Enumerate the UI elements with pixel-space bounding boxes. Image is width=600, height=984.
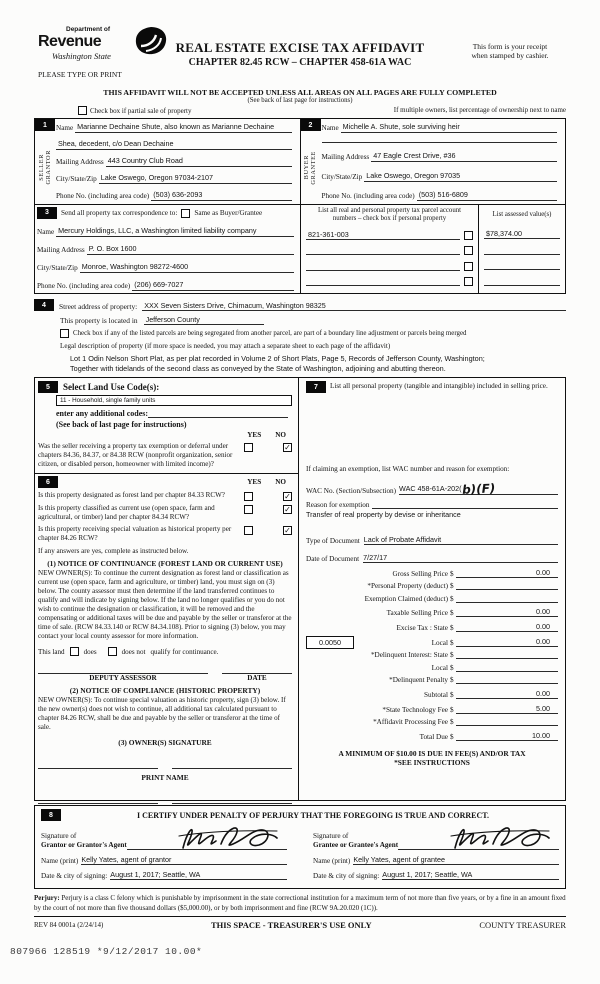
land-use-code-select[interactable]: 11 - Household, single family units <box>56 395 292 406</box>
deputy-date-line[interactable] <box>222 666 292 674</box>
grantee-sig-label-2: Grantee or Grantee's Agent <box>313 841 399 849</box>
fee-row-exemption: Exemption Claimed (deduct) $ <box>306 595 558 603</box>
q6a-no-checkbox[interactable]: ✓ <box>284 491 291 501</box>
grantee-date-field[interactable]: August 1, 2017; Seattle, WA <box>382 870 559 880</box>
buyer-side-label: BUYER <box>303 155 310 180</box>
buyer-csz-label: City/State/Zip <box>321 172 363 181</box>
section-3-number: 3 <box>37 207 57 219</box>
doc-type-label: Type of Document <box>306 537 360 545</box>
grantor-date-label: Date & city of signing: <box>41 872 108 880</box>
reason-label: Reason for exemption <box>306 501 370 509</box>
parcel-personal-checkbox-3[interactable] <box>464 262 473 271</box>
seller-name-field[interactable]: Marianne Dechaine Shute, also known as Marianne Dechaine <box>75 122 291 133</box>
receipt-note: This form is your receipt when stamped by cashier. <box>471 42 549 60</box>
parcel-field-2[interactable] <box>306 246 460 255</box>
corr-address-field[interactable]: P. O. Box 1600 <box>87 244 294 255</box>
fee-row-delinq-interest-state: *Delinquent Interest: State $ <box>306 651 558 659</box>
seller-name-field-2[interactable]: Shea, decedent, c/o Dean Dechaine <box>56 139 292 150</box>
treasurer-space-label: THIS SPACE - TREASURER'S USE ONLY <box>210 920 372 930</box>
affidavit-processing-fee-field[interactable] <box>456 725 558 726</box>
buyer-section <box>300 119 566 204</box>
assessed-value-field-4[interactable] <box>484 277 560 286</box>
q5-yes-checkbox[interactable] <box>244 443 253 452</box>
date-label: DATE <box>247 674 267 682</box>
q5-no-checkbox[interactable]: ✓ <box>284 442 291 452</box>
doc-date-field[interactable]: 7/27/17 <box>363 553 558 563</box>
legal-description-label: Legal description of property (if more space is needed, you may attach a separate sheet to each page of the affidavit) <box>60 342 391 350</box>
wac-handwritten: b)(F) <box>461 481 496 497</box>
fee-row-local: 0.0050 Local $ 0.00 <box>306 637 558 647</box>
does-checkbox[interactable] <box>70 647 79 656</box>
property-section <box>34 294 566 377</box>
q6c-no-checkbox[interactable]: ✓ <box>284 525 291 535</box>
seller-csz-label: City/State/Zip <box>56 175 97 183</box>
q6c-yes-checkbox[interactable] <box>244 526 253 535</box>
buyer-phone-field[interactable]: (503) 516-6809 <box>417 190 557 201</box>
wac-field[interactable]: WAC 458-61A-202(b)(F) <box>399 480 558 495</box>
seller-address-field[interactable]: 443 Country Club Road <box>106 156 292 167</box>
buyer-address-field[interactable]: 47 Eagle Crest Drive, #36 <box>371 151 557 162</box>
dor-swirl-icon <box>134 26 168 56</box>
assessed-value-field-2[interactable] <box>484 246 560 255</box>
q6b-yes-checkbox[interactable] <box>244 505 253 514</box>
exemption-note: If claiming an exemption, list WAC number and reason for exemption: <box>306 465 510 473</box>
seller-side-label: SELLER <box>37 154 45 181</box>
section-5-number: 5 <box>38 381 58 393</box>
grantor-sig-label-1: Signature of <box>41 832 77 840</box>
notice-compliance-body: NEW OWNER(S): To continue special valuation as historic property, sign (3) below. If the new owner(s) does not wish to continue, all additional tax calculated pursuant to chapter 84.26 RCW, shall be due and payable by the seller or transferor at the time of sale. <box>38 696 286 731</box>
section-1-number: 1 <box>35 119 55 131</box>
seller-name-label: Name <box>56 124 74 132</box>
deputy-assessor-label: DEPUTY ASSESSOR <box>89 674 157 682</box>
excise-state-field[interactable]: 0.00 <box>456 622 558 632</box>
logo-dept-text: Department of <box>66 26 111 33</box>
parcel-field-3[interactable] <box>306 262 460 271</box>
county-field[interactable]: Jefferson County <box>144 315 264 325</box>
assessed-value-header: List assessed value(s) <box>492 211 552 218</box>
parcel-personal-checkbox-2[interactable] <box>464 246 473 255</box>
fee-row-taxable: Taxable Selling Price $ 0.00 <box>306 607 558 617</box>
same-as-buyer-checkbox[interactable] <box>181 209 190 218</box>
does-not-label: does not <box>121 647 146 656</box>
dor-logo <box>38 26 178 61</box>
if-yes-note: If any answers are yes, complete as instructed below. <box>38 547 189 555</box>
certification-section <box>34 805 566 889</box>
parcel-personal-checkbox-4[interactable] <box>464 277 473 286</box>
fee-row-subtotal: Subtotal $ 0.00 <box>306 689 558 699</box>
grantor-name-print-label: Name (print) <box>41 857 79 865</box>
grantee-sig-label-1: Signature of <box>313 832 349 840</box>
left-column <box>35 378 299 800</box>
cashier-stamp: 807966 128519 *9/12/2017 10.00* <box>10 946 203 957</box>
q6a-yes-checkbox[interactable] <box>244 492 253 501</box>
no-header-5: NO <box>275 431 286 439</box>
no-header-6: NO <box>275 478 286 486</box>
parcel-field-4[interactable] <box>306 277 460 286</box>
grantor-side-label: GRANTOR <box>44 150 52 185</box>
fee-row-tech-fee: *State Technology Fee $ 5.00 <box>306 704 558 714</box>
delinquent-penalty-field[interactable] <box>456 683 558 684</box>
grantee-side-label: GRANTEE <box>310 150 317 185</box>
multiple-owners-note: If multiple owners, list percentage of ownership next to name <box>393 106 566 114</box>
grantor-date-field[interactable]: August 1, 2017; Seattle, WA <box>110 870 287 880</box>
buyer-name-label: Name <box>321 124 339 132</box>
logo-state-text: Washington State <box>52 51 111 61</box>
send-correspondence-label: Send all property tax correspondence to: <box>61 209 178 217</box>
wac-label: WAC No. (Section/Subsection) <box>306 487 397 495</box>
state-technology-fee-field[interactable]: 5.00 <box>456 704 558 714</box>
fee-row-delinq-interest-local: Local $ <box>306 664 558 672</box>
street-address-label: Street address of property: <box>59 302 138 311</box>
fee-row-gross: Gross Selling Price $ 0.00 <box>306 568 558 578</box>
additional-codes-label: enter any additional codes: <box>56 409 149 418</box>
section-6-number: 6 <box>38 476 58 488</box>
same-as-buyer-label: Same as Buyer/Grantee <box>194 209 263 217</box>
form-header <box>34 24 566 86</box>
parcel-header: List all real and personal property tax parcel account numbers – check box if personal property <box>317 207 462 222</box>
corr-phone-label: Phone No. (including area code) <box>37 282 131 290</box>
corr-name-label: Name <box>37 228 55 236</box>
exemption-question: Was the seller receiving a property tax exemption or deferral under chapters 84.36, 84.37, or 84.38 RCW (nonprofit organization, senior citizen, or disabled person, homeowner with limited income)? <box>38 442 233 468</box>
buyer-address-label: Mailing Address <box>321 153 370 161</box>
local-rate-box[interactable]: 0.0050 <box>306 636 354 649</box>
buyer-csz-field[interactable]: Lake Oswego, Oregon 97035 <box>364 171 557 182</box>
parcel-personal-checkbox-1[interactable] <box>464 231 473 240</box>
please-type-note: PLEASE TYPE OR PRINT <box>38 70 122 79</box>
section-7-number: 7 <box>306 381 326 393</box>
seller-address-label: Mailing Address <box>56 158 104 166</box>
street-address-field[interactable]: XXX Seven Sisters Drive, Chimacum, Washington 98325 <box>142 301 566 311</box>
corr-csz-label: City/State/Zip <box>37 264 78 272</box>
print-name-title: PRINT NAME <box>141 773 189 782</box>
grantor-sig-label-2: Grantor or Grantor's Agent <box>41 841 127 849</box>
land-use-title: Select Land Use Code(s): <box>63 382 160 392</box>
corr-name-field[interactable]: Mercury Holdings, LLC, a Washington limited liability company <box>56 226 294 237</box>
fee-row-personal: *Personal Property (deduct) $ <box>306 582 558 590</box>
segregated-checkbox[interactable] <box>60 329 69 338</box>
taxable-selling-price-field[interactable]: 0.00 <box>456 607 558 617</box>
parties-box <box>34 118 566 294</box>
section-8-number: 8 <box>41 809 61 821</box>
section-4-number: 4 <box>34 299 54 311</box>
current-use-question: Is this property classified as current use (open space, farm and agricultural, or timber) land per chapter 84.34 RCW? <box>38 504 215 521</box>
form-subtitle: CHAPTER 82.45 RCW – CHAPTER 458-61A WAC <box>188 57 412 68</box>
deputy-assessor-sign-line[interactable] <box>38 666 208 674</box>
assessed-value-field-3[interactable] <box>484 261 560 270</box>
county-treasurer-label: COUNTY TREASURER <box>479 920 566 930</box>
personal-property-intro: List all personal property (tangible and intangible) included in selling price. <box>330 382 548 390</box>
seller-section <box>35 119 300 204</box>
qualify-label: qualify for continuance. <box>150 647 219 656</box>
form-title: REAL ESTATE EXCISE TAX AFFIDAVIT <box>175 40 425 55</box>
notice-compliance-title: (2) NOTICE OF COMPLIANCE (HISTORIC PROPERTY) <box>69 686 261 695</box>
right-column <box>299 378 565 800</box>
perjury-label: Perjury: <box>34 894 60 902</box>
grantor-signature-image <box>173 822 283 852</box>
total-due-field[interactable]: 10.00 <box>456 731 558 741</box>
notice-continuance-title: (1) NOTICE OF CONTINUANCE (FOREST LAND OR CURRENT USE) <box>47 559 283 568</box>
parcel-field-1[interactable]: 821-361-003 <box>306 230 460 240</box>
grantee-signature-image <box>445 822 555 852</box>
exemption-claimed-field[interactable] <box>456 602 558 603</box>
correspondence-section <box>35 205 565 293</box>
reason-line[interactable] <box>372 500 558 509</box>
acceptance-warning: THIS AFFIDAVIT WILL NOT BE ACCEPTED UNLESS ALL AREAS ON ALL PAGES ARE FULLY COMPLETED <box>103 88 497 97</box>
seller-phone-label: Phone No. (including area code) <box>56 192 150 200</box>
delinquent-interest-state-field[interactable] <box>456 658 558 659</box>
does-label: does <box>83 647 97 656</box>
located-in-label: This property is located in <box>60 316 138 325</box>
corr-address-label: Mailing Address <box>37 246 85 254</box>
grantor-name-print-field[interactable]: Kelly Yates, agent of grantor <box>81 855 287 865</box>
reason-text: Transfer of real property by devise or inheritance <box>306 510 461 519</box>
form-revision: REV 84 0001a (2/24/14) <box>34 921 104 929</box>
seller-phone-field[interactable]: (503) 636-2093 <box>151 190 291 201</box>
fee-row-processing-fee: *Affidavit Processing Fee $ <box>306 718 558 726</box>
logo-revenue-text: Revenue <box>38 33 102 50</box>
segregated-label: Check box if any of the listed parcels are being segregated from another parcel, are part of a boundary line adjustment or parcels being merged <box>73 330 467 337</box>
grantee-name-print-field[interactable]: Kelly Yates, agent of grantee <box>353 855 559 865</box>
buyer-name-field[interactable]: Michelle A. Shute, sole surviving heir <box>341 122 557 133</box>
additional-codes-field[interactable] <box>148 409 288 418</box>
grantee-signature-block <box>313 824 559 880</box>
owners-signature-title: (3) OWNER(S) SIGNATURE <box>118 738 212 747</box>
corr-phone-field[interactable]: (206) 669-7027 <box>132 280 294 291</box>
buyer-name-field-2[interactable] <box>322 142 558 143</box>
see-back-instructions: (See back of last page for instructions) <box>56 420 187 429</box>
q6b-no-checkbox[interactable]: ✓ <box>284 504 291 514</box>
this-land-label: This land <box>38 647 65 656</box>
delinquent-interest-local-field[interactable] <box>456 671 558 672</box>
doc-date-label: Date of Document <box>306 555 360 563</box>
perjury-text: Perjury is a class C felony which is punishable by imprisonment in the state correctional institution for a maximum term of not more than five years, or by a fine in an amount fixed by the court of not more than five thousand dollars ($5,000.00), or by both imprisonment and fine (RCW 9A.20.020 (1C)). <box>34 894 566 912</box>
excise-local-field[interactable]: 0.00 <box>456 637 558 647</box>
grantor-signature-block <box>41 824 287 880</box>
minimum-due-note: A MINIMUM OF $10.00 IS DUE IN FEE(S) AND/OR TAX *SEE INSTRUCTIONS <box>338 748 526 767</box>
personal-property-field[interactable] <box>456 589 558 590</box>
gross-selling-price-field[interactable]: 0.00 <box>456 568 558 578</box>
fee-row-total: Total Due $ 10.00 <box>306 731 558 741</box>
seller-csz-field[interactable]: Lake Oswego, Oregon 97034-2107 <box>99 173 292 184</box>
tax-details-box <box>34 377 566 801</box>
see-back-note: (See back of last page for instructions) <box>247 97 353 104</box>
fee-row-delinq-penalty: *Delinquent Penalty $ <box>306 676 558 684</box>
yes-header-5: YES <box>247 431 262 439</box>
fee-row-excise-state: Excise Tax : State $ 0.00 <box>306 622 558 632</box>
forest-land-question: Is this property designated as forest land per chapter 84.33 RCW? <box>38 491 225 499</box>
buyer-phone-label: Phone No. (including area code) <box>321 192 415 200</box>
corr-csz-field[interactable]: Monroe, Washington 98272-4600 <box>80 262 294 273</box>
assessed-value-field-1[interactable]: $78,374.00 <box>484 229 560 239</box>
doc-type-field[interactable]: Lack of Probate Affidavit <box>364 535 558 545</box>
historic-property-question: Is this property receiving special valuation as historical property per chapter 84.26 RCW? <box>38 525 232 542</box>
grantee-name-print-label: Name (print) <box>313 857 351 865</box>
yes-header-6: YES <box>247 478 262 486</box>
legal-description-text: Lot 1 Odin Nelson Short Plat, as per plat recorded in Volume 2 of Short Plats, Page 5, Records of Jefferson County, Washington; Together with tidelands of the second class as conveyed by the State of Washington, adjoining and abutting thereon. <box>70 354 485 373</box>
owner-signature-line-1[interactable] <box>38 761 158 769</box>
owner-signature-line-2[interactable] <box>172 761 292 769</box>
partial-sale-checkbox[interactable] <box>78 106 87 115</box>
owner-print-line-1[interactable] <box>38 796 158 804</box>
section-2-number: 2 <box>301 119 321 131</box>
perjury-notice <box>34 894 566 917</box>
grantee-date-label: Date & city of signing: <box>313 872 380 880</box>
certify-statement: I CERTIFY UNDER PENALTY OF PERJURY THAT THE FOREGOING IS TRUE AND CORRECT. <box>136 810 489 820</box>
does-not-checkbox[interactable] <box>108 647 117 656</box>
partial-sale-label: Check box if partial sale of property <box>90 106 192 115</box>
notice-continuance-body: NEW OWNER(S): To continue the current designation as forest land or classification as current use (open space, farm and agriculture, or timber) land, you must sign on (3) below. The county assessor must then determine if the land transferred continues to qualify and will indicate by signing below. If the land no longer qualifies or you do not wish to continue the designation or classification, it will be removed and the compensating or additional taxes will be due and payable by the seller or transferor at the time of sale. (RCW 84.33.140 or RCW 84.34.108). Prior to signing (3) below, you may contact your local county assessor for more information. <box>38 569 292 640</box>
owner-print-line-2[interactable] <box>172 796 292 804</box>
subtotal-field[interactable]: 0.00 <box>456 689 558 699</box>
